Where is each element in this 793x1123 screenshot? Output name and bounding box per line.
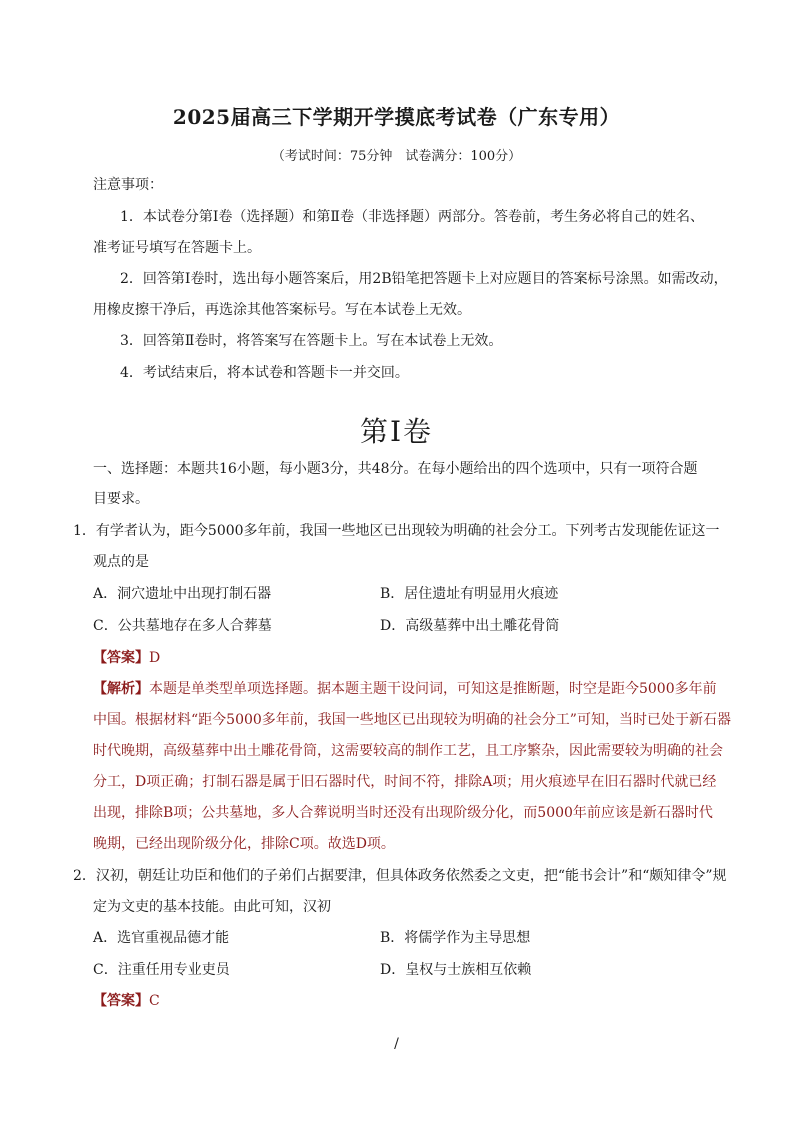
notice-item-2: 2．回答第Ⅰ卷时，选出每小题答案后，用2B铅笔把答题卡上对应题目的答案标号涂黑。如需改动， [120, 271, 728, 287]
question-1-analysis-text-1: 本题是单类型单项选择题。据本题主题干设问词，可知这是推断题，时空是距今5000多年前 [149, 681, 717, 697]
question-2-option-a: A．选官重视品德才能 [93, 930, 230, 946]
question-2-option-b: B．将儒学作为主导思想 [380, 930, 531, 946]
question-2-answer-value: C [149, 993, 160, 1009]
question-1-analysis-line-6: 晚期，已经出现阶级分化，排除C项。故选D项。 [93, 836, 395, 852]
question-1-option-b: B．居住遗址有明显用火痕迹 [380, 586, 559, 602]
question-2-answer-label: 【答案】 [93, 993, 149, 1009]
notice-item-1-cont: 准考证号填写在答题卡上。 [93, 240, 261, 256]
question-1-answer [93, 648, 160, 668]
question-1-answer-label: 【答案】 [93, 650, 149, 666]
notice-heading: 注意事项： [93, 177, 163, 193]
exam-subtitle: （考试时间：75分钟 试卷满分：100分） [271, 149, 522, 164]
question-2-stem-line-1: 2．汉初，朝廷让功臣和他们的子弟们占据要津，但具体政务依然委之文吏，把“能书会计”和“颇知律令”规 [73, 868, 727, 884]
question-1-analysis-line-4: 分工，D项正确；打制石器是属于旧石器时代，时间不符，排除A项；用火痕迹早在旧石器时代就已经 [93, 774, 717, 790]
question-1-option-d: D．高级墓葬中出土雕花骨筒 [380, 618, 560, 634]
question-1-analysis-line-5: 出现，排除B项；公共墓地，多人合葬说明当时还没有出现阶级分化，而5000年前应该是新石器时代 [93, 805, 713, 821]
question-1-option-a: A．洞穴遗址中出现打制石器 [93, 586, 272, 602]
notice-item-4: 4．考试结束后，将本试卷和答题卡一并交回。 [120, 365, 409, 381]
notice-item-2-cont: 用橡皮擦干净后，再选涂其他答案标号。写在本试卷上无效。 [93, 302, 471, 318]
question-2-answer [93, 991, 160, 1011]
notice-item-1: 1．本试卷分第Ⅰ卷（选择题）和第Ⅱ卷（非选择题）两部分。答卷前，考生务必将自己的姓名、 [120, 209, 704, 225]
question-2-option-c: C．注重任用专业吏员 [93, 962, 230, 978]
question-1-analysis-line-2: 中国。根据材料“距今5000多年前，我国一些地区已出现较为明确的社会分工”可知，当时已处于新石器 [93, 712, 731, 728]
question-1-analysis-line-3: 时代晚期，高级墓葬中出土雕花骨筒，这需要较高的制作工艺，且工序繁杂，因此需要较为明确的社会 [93, 743, 723, 759]
question-1-answer-value: D [149, 650, 161, 666]
section-instruction-line-2: 目要求。 [93, 491, 149, 507]
page-footer-mark: / [394, 1036, 399, 1052]
question-2-stem-line-2: 定为文吏的基本技能。由此可知，汉初 [93, 899, 331, 915]
question-1-analysis-label: 【解析】 [93, 681, 149, 697]
question-1-option-c: C．公共墓地存在多人合葬墓 [93, 618, 272, 634]
exam-title: 2025届高三下学期开学摸底考试卷（广东专用） [172, 105, 621, 129]
section-title: 第Ⅰ卷 [359, 415, 434, 448]
question-1-stem-line-1: 1．有学者认为，距今5000多年前，我国一些地区已出现较为明确的社会分工。下列考古发现能佐证这一 [73, 523, 720, 539]
question-1-analysis-line-1 [93, 679, 717, 699]
notice-item-3: 3．回答第Ⅱ卷时，将答案写在答题卡上。写在本试卷上无效。 [120, 333, 503, 349]
question-1-stem-line-2: 观点的是 [93, 554, 149, 570]
question-2-option-d: D．皇权与士族相互依赖 [380, 962, 532, 978]
section-instruction-line-1: 一、选择题：本题共16小题，每小题3分，共48分。在每小题给出的四个选项中，只有一项符合题 [93, 461, 698, 477]
